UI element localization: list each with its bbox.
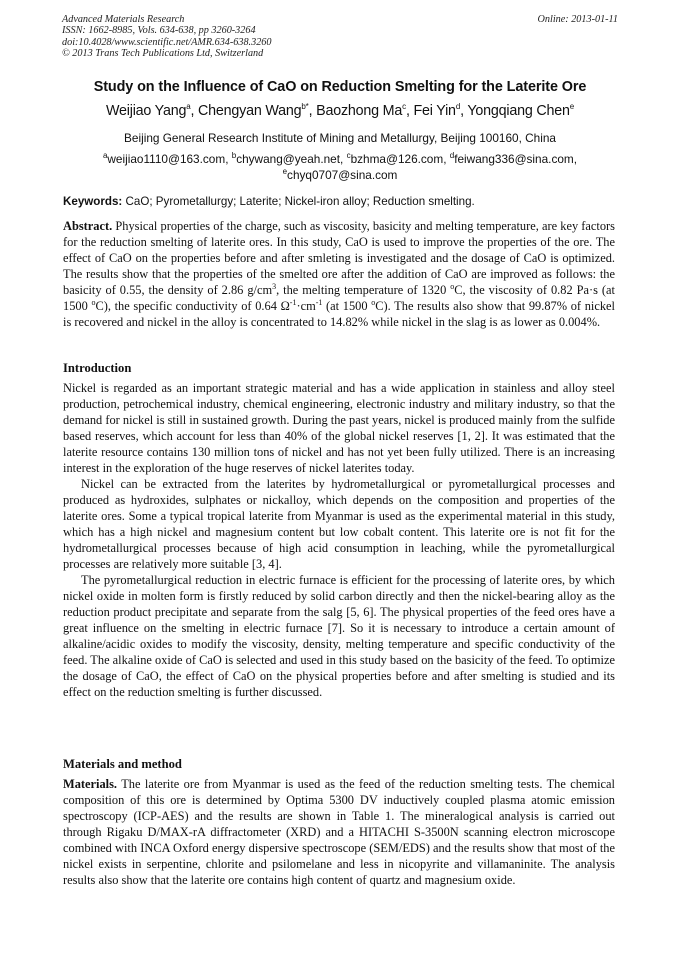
materials-label: Materials. <box>63 777 118 791</box>
email-mark: c <box>346 151 351 161</box>
author-name: Fei Yin <box>413 103 456 119</box>
author-mark: c <box>402 102 406 112</box>
author-mark: a <box>186 102 191 112</box>
materials-body <box>63 776 615 888</box>
email-list: $^a$weijiao1110@163.com, $^b$chywang@yeah.net, $^c$bzhma@126.com, $^d$feiwang336@sina.com, $^e$chyq0707@sina.com <box>102 151 578 182</box>
author-name: Baozhong Ma <box>316 103 403 119</box>
author-name: Yongqiang Chen <box>467 103 570 119</box>
paragraph: Nickel can be extracted from the laterites by hydrometallurgical or pyrometallurgical processes and produced as hydroxides, sulphates or nickalloy, which depends on the composition and properties of the laterite ores. Some a typical tropical laterite from Myanmar is used as the experimental material in this study, which has a high nickel and magnesium content but low cobalt content. This laterite ore is not fit for the hydrometallurgical processes because of high acid consumption in leaching, while the pyrometallurgical processes are relatively more suitable [3, 4]. <box>63 477 615 571</box>
paragraph: The laterite ore from Myanmar is used as the feed of the reduction smelting tests. The chemical composition of this ore is determined by Optima 5300 DV inductively coupled plasma atomic emission spectroscopy (ICP-AES) and the results are shown in Table 1. The mineralogical analysis is carried out through Rigaku D/MAX-rA diffractometer (XRD) and a HITACHI S-3500N scanning electron microscope combined with INCA Oxford energy dispersive spectroscope (SEM/EDS) and the results show that most of the nickel exists in serpentine, chlorite and psilomelane and less in nicopyrite and villamaninite. The analysis results also show that the laterite ore contains high content of quartz and magnesium oxide. <box>63 777 615 887</box>
email-link[interactable]: chywang@yeah.net <box>236 152 340 166</box>
online-date: Online: 2013-01-11 <box>537 14 618 25</box>
superscript: 3 <box>272 281 277 291</box>
email-mark: e <box>282 167 288 177</box>
author-list: Weijiao Yang$^a$, Chengyan Wang$^{b*}$, Baozhong Ma$^c$, Fei Yin$^d$, Yongqiang Chen$^e$ <box>105 102 575 119</box>
copyright-line: © 2013 Trans Tech Publications Ltd, Switzerland <box>62 47 264 59</box>
email-link[interactable]: feiwang336@sina.com <box>454 152 574 166</box>
abstract-text: ·cm <box>296 299 316 313</box>
issn-line: ISSN: 1662-8985, Vols. 634-638, pp 3260-3264 <box>62 25 256 37</box>
abstract-text: C). The results also show that 99.87% of nickel is recovered and nickel in the alloy is concentrated to 14.82% while nickel in the slag is as lower as 0.004%. <box>63 299 615 329</box>
abstract-text: , the melting temperature of 1320 <box>276 283 451 297</box>
section-heading-introduction: Introduction <box>63 361 132 375</box>
email-mark: d <box>449 151 455 161</box>
email-mark: b <box>231 151 237 161</box>
superscript: o <box>371 297 376 307</box>
journal-header <box>62 14 618 59</box>
section-heading-materials: Materials and method <box>63 757 182 771</box>
email-mark: a <box>102 151 108 161</box>
abstract-text: C, the viscosity of 0.82 Pa·s (at 1500 <box>63 283 615 313</box>
author-mark: e <box>569 102 575 112</box>
paper-title: Study on the Influence of CaO on Reduction Smelting for the Laterite Ore <box>93 79 587 95</box>
author-mark: b* <box>301 102 309 112</box>
author-name: Weijiao Yang <box>105 103 187 119</box>
superscript: -1 <box>315 297 323 307</box>
abstract-text: (at 1500 <box>322 299 372 313</box>
email-link[interactable]: weijiao1110@163.com <box>107 152 226 166</box>
paragraph: Nickel is regarded as an important strategic material and has a wide application in stainless and alloy steel production, petrochemical industry, chemical engineering, electronic industry and military industry, so that the demand for nickel is still in sustained growth. During the past years, nickel is produced mainly from the sulfide based reserves, which account for less than 40% of the global nickel reserves [1, 2]. It was estimated that the laterite resource contains 130 million tons of nickel and has not yet been fully utilized. There is an increasing interest in the exploration of the huge reserves of nickel laterites today. <box>63 381 615 475</box>
superscript: o <box>450 281 455 291</box>
paragraph: The pyrometallurgical reduction in electric furnace is efficient for the processing of laterite ores, by which nickel oxide in molten form is firstly reduced by solid carbon directly and then the nickel-bearing alloy as the reduction product precipitate and separate from the salg [5, 6]. The physical properties of the feed ores have a great influence on the smelting in electric furnace [7]. So it is necessary to introduce a certain amount of alkaline/acidic oxides to modify the viscosity, density, melting temperature and specific conductivity of the feed. The alkaline oxide of CaO is selected and used in this study based on the basicity of the feed. To optimize the dosage of CaO, the effect of CaO on the physical properties before and after smelting is studied and its effect on the reduction smelting is further discussed. <box>63 573 615 699</box>
email-link[interactable]: chyq0707@sina.com <box>287 168 398 182</box>
introduction-body <box>63 380 615 700</box>
email-link[interactable]: bzhma@126.com <box>350 152 444 166</box>
superscript: o <box>91 297 96 307</box>
keywords <box>63 195 623 208</box>
abstract-label: Abstract. <box>63 219 113 233</box>
abstract-text: Physical properties of the charge, such as viscosity, basicity and melting temperature, are key factors for the reduction smelting of laterite ores. In this study, CaO is used to improve the properties of the ore. The effect of CaO on the properties before and after smleting is investigated and the dosage of CaO is optimized. The results show that the properties of the smelted ore after the addition of CaO are improved as follows: the basicity of 0.55, the density of 2.86 g/cm <box>63 219 615 297</box>
superscript: -1 <box>289 297 297 307</box>
abstract <box>63 218 615 330</box>
author-mark: d <box>455 102 461 112</box>
author-name: Chengyan Wang <box>198 103 302 119</box>
abstract-text: C), the specific conductivity of 0.64 Ω <box>95 299 290 313</box>
journal-name: Advanced Materials Research <box>62 14 185 25</box>
keywords-text: CaO; Pyrometallurgy; Laterite; Nickel-iron alloy; Reduction smelting. <box>125 195 475 208</box>
doi-line: doi:10.4028/www.scientific.net/AMR.634-638.3260 <box>62 36 272 48</box>
keywords-label: Keywords: <box>63 195 123 208</box>
affiliation: Beijing General Research Institute of Mining and Metallurgy, Beijing 100160, China <box>124 131 556 145</box>
